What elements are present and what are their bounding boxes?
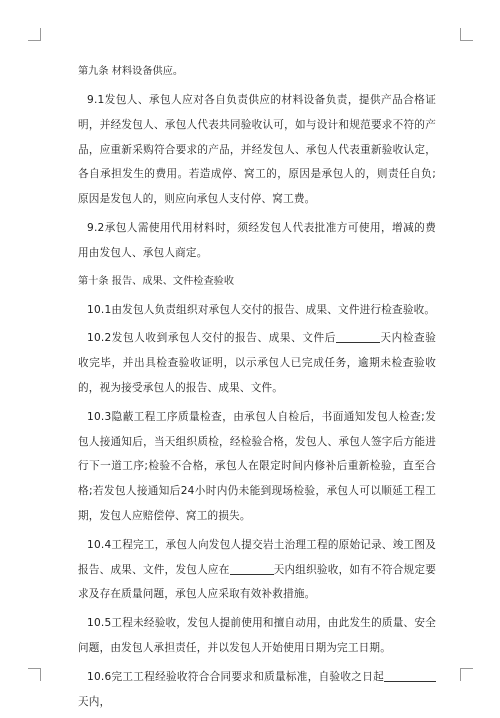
clause-10-4-text-after: 天内组织验收，如有不符合规定要求及存在质量问题，承包人应采取有效补救措施。: [78, 563, 436, 601]
document-body: [78, 60, 436, 718]
clause-10-1: 10.1由发包人负责组织对承包人交付的报告、成果、文件进行检查验收。: [87, 303, 436, 316]
clause-10-2: [78, 326, 436, 400]
clause-10-6-days-blank[interactable]: [384, 669, 436, 682]
clause-10-2-text-after: 天内检查验收完毕，并出具检查验收证明，以示承包人已完成任务，逾期未检查验收的，视为接受承包人的报告、成果、文件。: [78, 332, 437, 394]
clause-10-3: 10.3隐蔽工程工序质量检查，由承包人自检后，书面通知发包人检查;发包人接通知后，当天组织质检，经检验合格，发包人、承包人签字后方能进行下一道工序;检验不合格，承包人在限定时间内修补后重新检验，直至合格;若发包人接通知后24小时内仍未能到现场检验，承包人可以顺延工程工期，发包人应赔偿停、窝工的损失。: [78, 410, 436, 522]
crop-mark-top-left: [28, 28, 41, 41]
crop-mark-bottom-right: [460, 668, 473, 681]
article-9-heading: 第九条 材料设备供应。: [78, 66, 184, 77]
clause-9-2: 9.2承包人需使用代用材料时，须经发包人代表批准方可使用，增减的费用由发包人、承包人商定。: [78, 221, 436, 259]
crop-mark-bottom-left: [28, 668, 41, 681]
clause-10-4: [78, 533, 436, 607]
clause-10-6-text-after: 天内，: [78, 695, 111, 708]
clause-10-6-text-before: 10.6完工工程经验收符合合同要求和质量标准，自验收之日起: [87, 670, 384, 683]
clause-10-2-text-before: 10.2发包人收到承包人交付的报告、成果、文件后: [87, 332, 336, 345]
article-10-heading: 第十条 报告、成果、文件检查验收: [78, 275, 235, 287]
clause-10-5: 10.5工程未经验收，发包人提前使用和擅自动用，由此发生的质量、安全问题，由发包人承担责任，并以发包人开始使用日期为完工日期。: [78, 617, 436, 654]
clause-10-4-text-before: 10.4工程完工，承包人向发包人提交岩土治理工程的原始记录、竣工图及报告、成果、文件，发包人应在: [78, 538, 436, 576]
clause-9-1: 9.1发包人、承包人应对各自负责供应的材料设备负责，提供产品合格证明，并经发包人、承包人代表共同验收认可，如与设计和规范要求不符的产品，应重新采购符合要求的产品，并经发包人、承包人代表重新验收认定，各自承担发生的费用。若造成停、窝工的，原因是承包人的，则责任自负;原因是发包人的，则应向承包人支付停、窝工费。: [78, 94, 436, 206]
clause-10-4-days-blank[interactable]: [230, 562, 274, 575]
crop-mark-top-right: [460, 28, 473, 41]
clause-10-2-days-blank[interactable]: [336, 330, 380, 343]
